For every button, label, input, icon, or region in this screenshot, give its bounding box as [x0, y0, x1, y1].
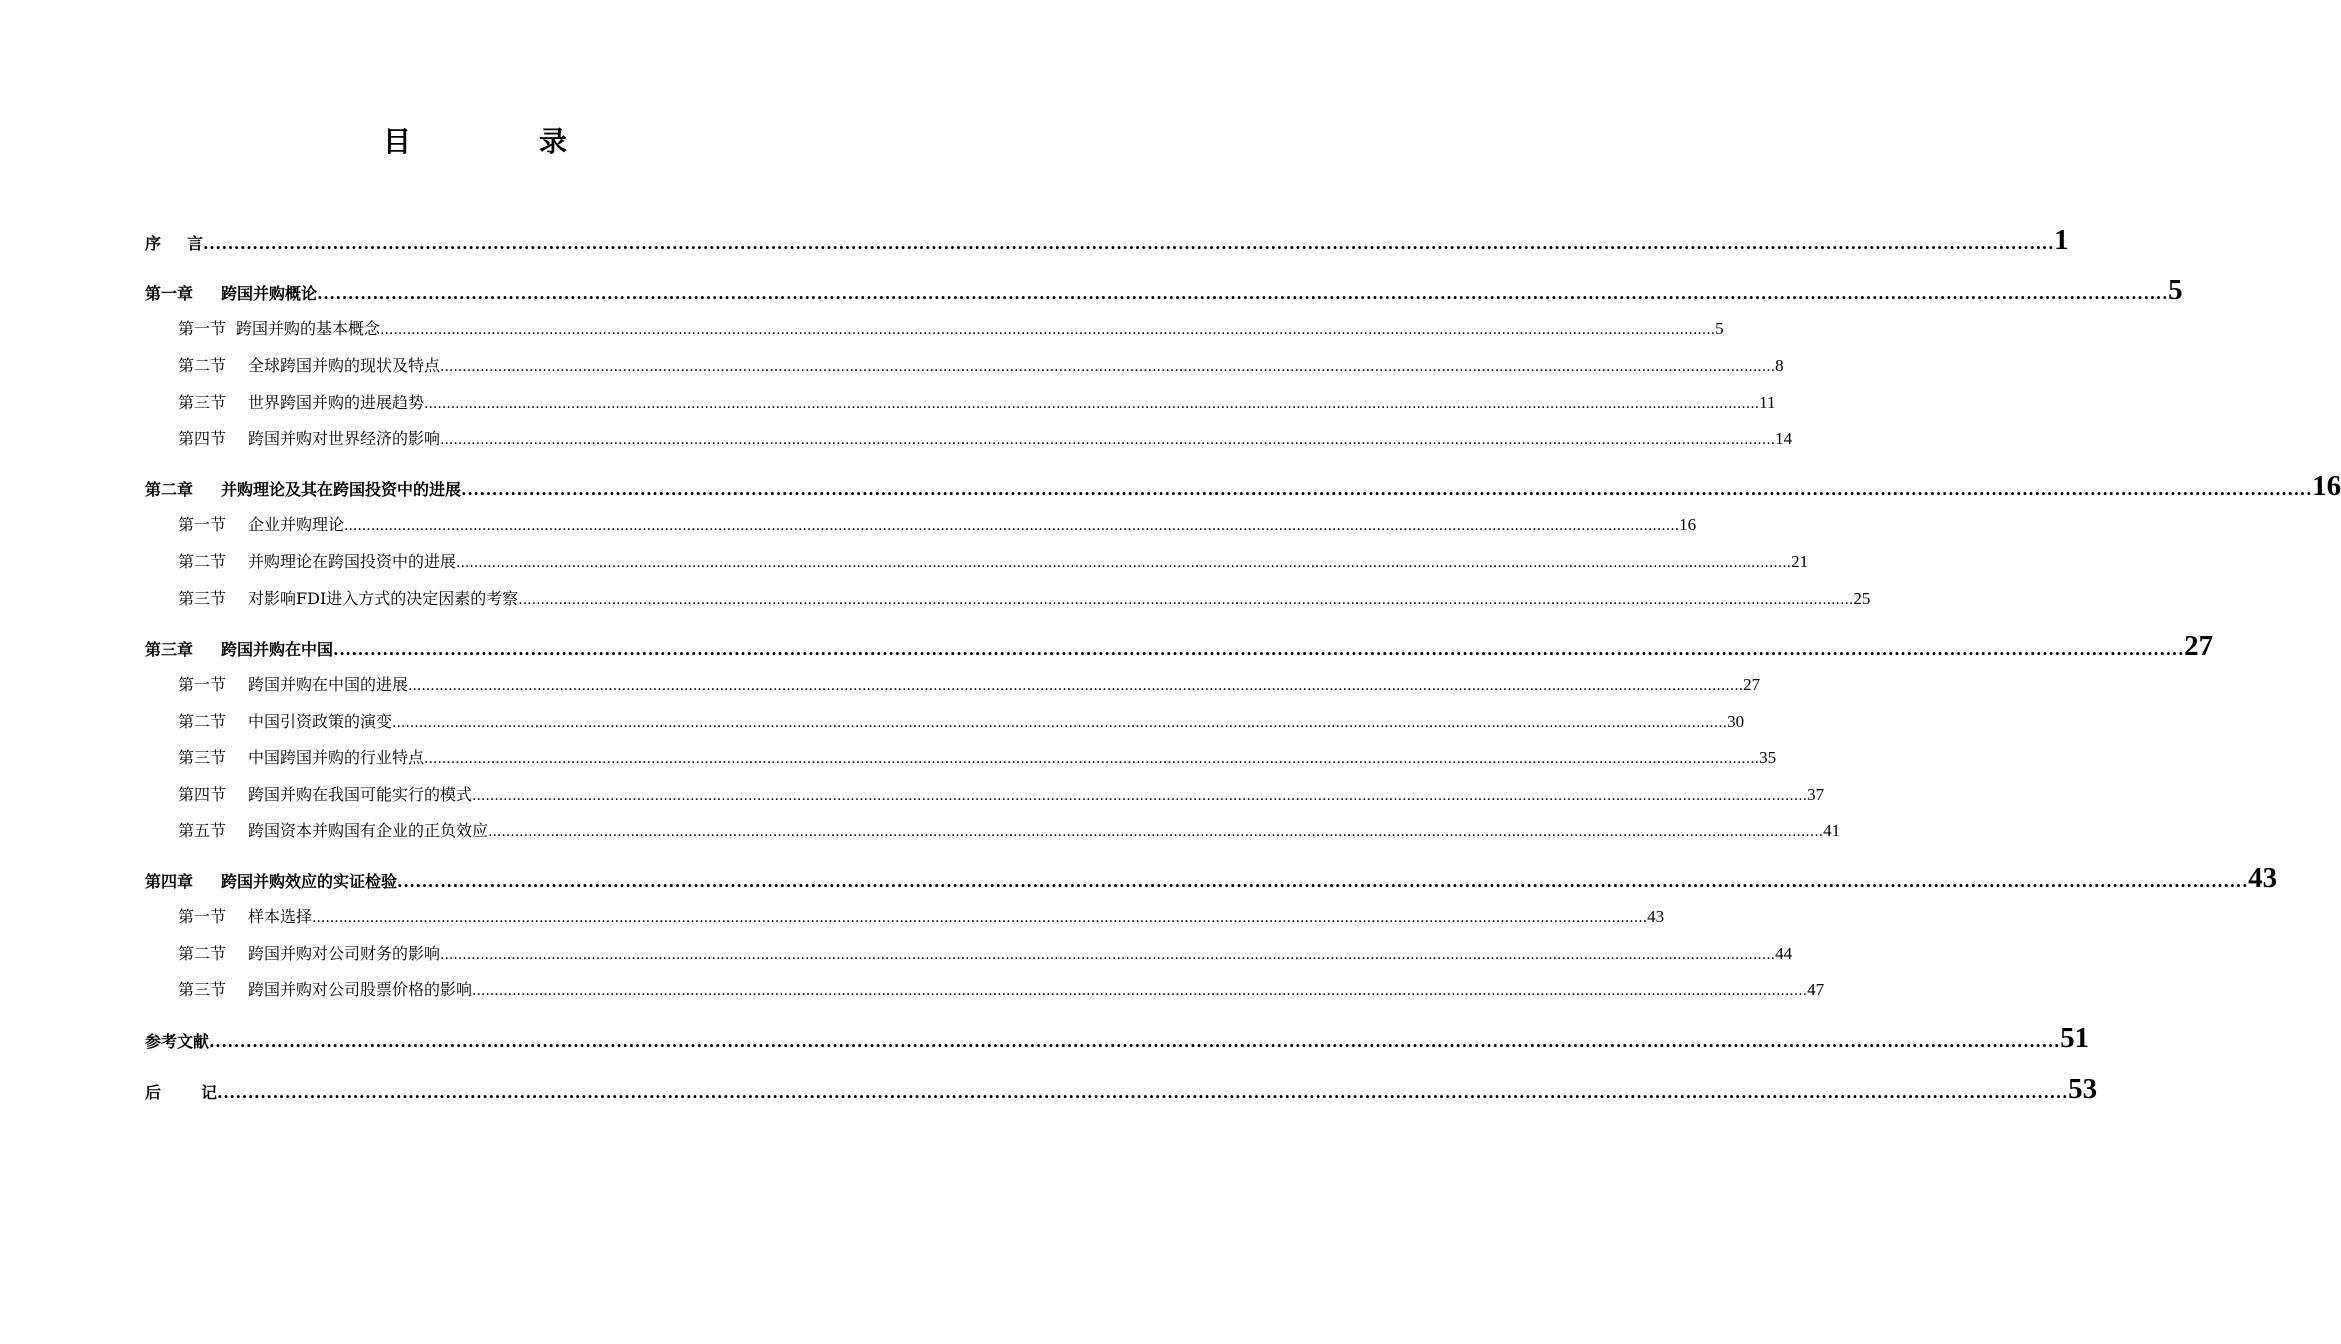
entry-label: 第二节 并购理论在跨国投资中的进展 [178, 552, 457, 571]
entry-label: 第三节 中国跨国并购的行业特点 [178, 748, 425, 767]
page-number: 8 [1775, 356, 1784, 375]
entry-label: 第三章 跨国并购在中国 [145, 640, 334, 659]
toc-entry-section[interactable] [178, 709, 1745, 732]
toc-entry-section[interactable] [178, 672, 1761, 695]
page-number: 47 [1807, 980, 1825, 999]
entry-label: 第一节 企业并购理论 [178, 515, 345, 534]
toc-entry-references[interactable] [145, 1022, 2090, 1054]
dot-leader: ............................................................................................................................................................................................................................................................................................................ [518, 592, 1854, 608]
toc-entry-section[interactable] [178, 904, 1665, 927]
dot-leader: ............................................................................................................................................................................................................................................................................................................ [344, 518, 1680, 534]
dot-leader: ............................................................................................................................................................................................................................................................................................................ [456, 555, 1792, 571]
dot-leader: ............................................................................................................................................................................................................................................................................................................ [472, 788, 1808, 804]
entry-label: 后 记 [145, 1083, 218, 1102]
dot-leader: ............................................................................................................................................................................................................................................................................................................ [424, 396, 1760, 412]
toc-entry-chapter[interactable] [145, 862, 2278, 894]
page-number: 53 [2068, 1073, 2098, 1105]
page-number: 27 [2184, 630, 2214, 662]
entry-label: 参考文献 [145, 1032, 210, 1051]
page-number: 43 [1647, 907, 1665, 926]
entry-label: 第二节 中国引资政策的演变 [178, 712, 393, 731]
page-number: 41 [1823, 821, 1841, 840]
page-title: 目 录 [382, 125, 617, 158]
dot-leader: ............................................................................................................................................................................................................................................................................................................ [380, 322, 1716, 338]
toc-entry-section[interactable] [178, 586, 1871, 609]
page-number: 16 [2312, 470, 2341, 502]
entry-label: 第四节 跨国并购在我国可能实行的模式 [178, 785, 473, 804]
toc-entry-section[interactable] [178, 782, 1825, 805]
dot-leader: ............................................................................................................................................................................................................................................................................................................ [440, 432, 1776, 448]
entry-label: 第一章 跨国并购概论 [145, 284, 318, 303]
page-number: 27 [1743, 675, 1761, 694]
dot-leader: ............................................................................................................................................................................................................................................................................................................ [333, 640, 2185, 659]
dot-leader: ............................................................................................................................................................................................................................................................................................................ [472, 983, 1808, 999]
entry-label: 第一节 跨国并购的基本概念 [178, 319, 381, 338]
page-number: 21 [1791, 552, 1809, 571]
dot-leader: ............................................................................................................................................................................................................................................................................................................ [424, 751, 1760, 767]
toc-entry-section[interactable] [178, 512, 1697, 535]
toc-entry-section[interactable] [178, 390, 1776, 413]
page-number: 25 [1853, 589, 1871, 608]
entry-label: 第二章 并购理论及其在跨国投资中的进展 [145, 480, 462, 499]
entry-label: 第四章 跨国并购效应的实证检验 [145, 872, 398, 891]
page-number: 43 [2248, 862, 2278, 894]
page-number: 30 [1727, 712, 1745, 731]
dot-leader: ............................................................................................................................................................................................................................................................................................................ [461, 480, 2313, 499]
dot-leader: ............................................................................................................................................................................................................................................................................................................ [312, 910, 1648, 926]
toc-entry-preface[interactable] [145, 224, 2069, 256]
dot-leader: ............................................................................................................................................................................................................................................................................................................ [217, 1083, 2069, 1102]
toc-entry-section[interactable] [178, 549, 1809, 572]
page-number: 5 [2168, 274, 2183, 306]
dot-leader: ............................................................................................................................................................................................................................................................................................................ [397, 872, 2249, 891]
toc-entry-section[interactable] [178, 941, 1793, 964]
page-number: 44 [1775, 944, 1793, 963]
toc-entry-chapter[interactable] [145, 274, 2183, 306]
page-number: 14 [1775, 429, 1793, 448]
dot-leader: ............................................................................................................................................................................................................................................................................................................ [488, 824, 1824, 840]
toc-entry-section[interactable] [178, 977, 1825, 1000]
toc-entry-section[interactable] [178, 426, 1793, 449]
page-number: 16 [1679, 515, 1697, 534]
dot-leader: ............................................................................................................................................................................................................................................................................................................ [440, 947, 1776, 963]
toc-entry-chapter[interactable] [145, 630, 2214, 662]
entry-label: 第四节 跨国并购对世界经济的影响 [178, 429, 441, 448]
entry-label: 第一节 跨国并购在中国的进展 [178, 675, 409, 694]
toc-entry-section[interactable] [178, 316, 1724, 339]
entry-label: 第三节 跨国并购对公司股票价格的影响 [178, 980, 473, 999]
page-number: 51 [2060, 1022, 2090, 1054]
dot-leader: ............................................................................................................................................................................................................................................................................................................ [408, 678, 1744, 694]
entry-label: 第一节 样本选择 [178, 907, 313, 926]
toc-entry-section[interactable] [178, 745, 1777, 768]
entry-label: 第三节 世界跨国并购的进展趋势 [178, 393, 425, 412]
page-number: 35 [1759, 748, 1777, 767]
toc-entry-section[interactable] [178, 818, 1841, 841]
entry-label: 第三节 对影响FDI进入方式的决定因素的考察 [178, 589, 519, 608]
toc-entry-chapter[interactable] [145, 470, 2341, 502]
toc-entry-section[interactable] [178, 353, 1784, 376]
page-number: 11 [1759, 393, 1776, 412]
entry-label: 第二节 跨国并购对公司财务的影响 [178, 944, 441, 963]
dot-leader: ............................................................................................................................................................................................................................................................................................................ [392, 715, 1728, 731]
entry-label: 第五节 跨国资本并购国有企业的正负效应 [178, 821, 489, 840]
dot-leader: ............................................................................................................................................................................................................................................................................................................ [209, 1032, 2061, 1051]
page-number: 5 [1715, 319, 1724, 338]
dot-leader: ............................................................................................................................................................................................................................................................................................................ [203, 234, 2055, 253]
dot-leader: ............................................................................................................................................................................................................................................................................................................ [440, 359, 1776, 375]
entry-label: 序 言 [145, 234, 204, 253]
page-number: 37 [1807, 785, 1825, 804]
dot-leader: ............................................................................................................................................................................................................................................................................................................ [317, 284, 2169, 303]
toc-entry-postscript[interactable] [145, 1073, 2098, 1105]
entry-label: 第二节 全球跨国并购的现状及特点 [178, 356, 441, 375]
page-number: 1 [2054, 224, 2069, 256]
